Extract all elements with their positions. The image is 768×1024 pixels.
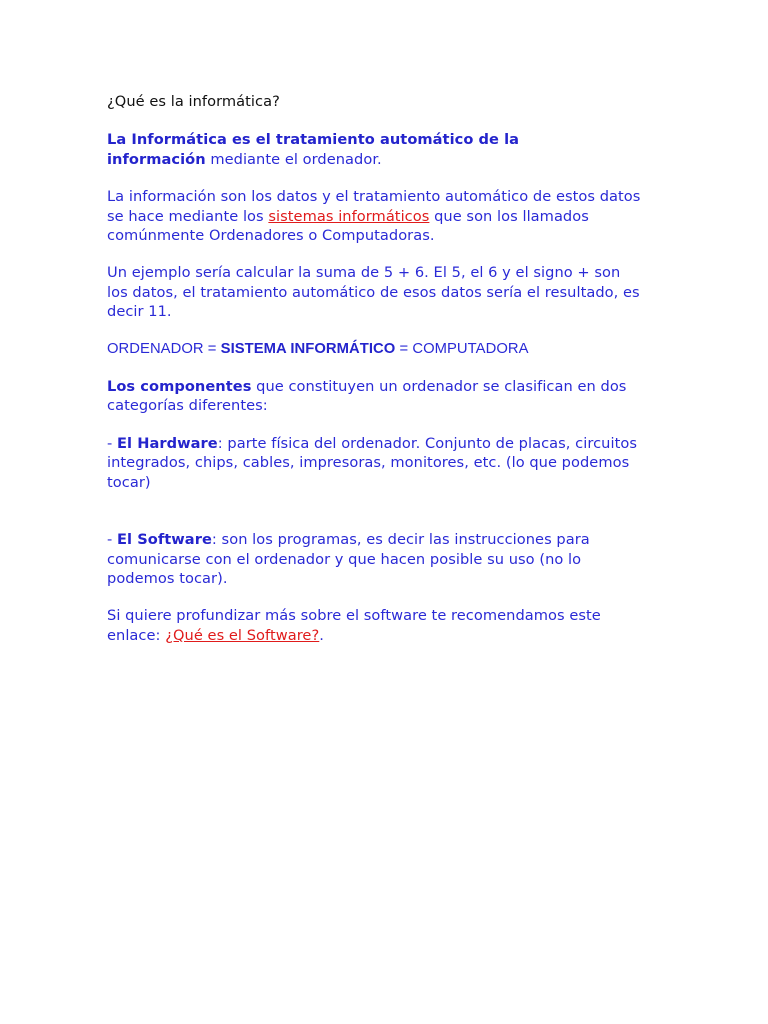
software-line3: podemos tocar).	[107, 569, 228, 587]
info-line2-pre: se hace mediante los	[107, 207, 269, 225]
equation-sistema-informatico: SISTEMA INFORMÁTICO	[220, 340, 396, 357]
hardware-paragraph	[107, 434, 707, 492]
hardware-dash: -	[107, 434, 118, 452]
info-line3: comúnmente Ordenadores o Computadoras.	[107, 227, 435, 245]
hardware-line1-rest: : parte física del ordenador. Conjunto de placas, circuitos	[217, 434, 637, 452]
example-line1: Un ejemplo sería calcular la suma de 5 + 6. El 5, el 6 y el signo + son	[107, 264, 621, 282]
example-line3: decir 11.	[107, 303, 172, 321]
info-line1: La información son los datos y el tratamiento automático de estos datos	[107, 188, 641, 206]
software-line1-rest: : son los programas, es decir las instrucciones para	[211, 531, 590, 549]
hardware-line2: integrados, chips, cables, impresoras, monitores, etc. (lo que podemos	[107, 454, 630, 472]
more-paragraph	[107, 606, 707, 645]
more-line2-pre: enlace:	[107, 626, 166, 644]
info-line2-post: que son los llamados	[429, 207, 589, 225]
page-title: ¿Qué es la informática?	[107, 93, 280, 110]
document-body	[107, 92, 707, 645]
equation-line	[107, 340, 707, 359]
more-line1: Si quiere profundizar más sobre el software te recomendamos este	[107, 607, 601, 625]
components-line1-rest: que constituyen un ordenador se clasifican en dos	[251, 378, 627, 396]
intro-bold-line1: La Informática es el tratamiento automático de la	[107, 131, 520, 149]
equation-part1: ORDENADOR =	[107, 340, 221, 357]
components-line2: categorías diferentes:	[107, 397, 268, 415]
components-paragraph	[107, 377, 707, 416]
info-paragraph	[107, 187, 707, 245]
intro-bold-informacion: información	[107, 150, 206, 168]
software-dash: -	[107, 531, 118, 549]
software-line2: comunicarse con el ordenador y que hacen posible su uso (no lo	[107, 550, 582, 568]
example-paragraph	[107, 263, 707, 321]
software-paragraph	[107, 530, 707, 588]
software-bold: El Software	[117, 531, 212, 549]
que-es-el-software-link[interactable]: ¿Qué es el Software?	[165, 626, 320, 644]
sistemas-informaticos-link[interactable]: sistemas informáticos	[268, 207, 430, 225]
example-line2: los datos, el tratamiento automático de esos datos sería el resultado, es	[107, 283, 640, 301]
intro-rest: mediante el ordenador.	[205, 150, 382, 168]
hardware-line3: tocar)	[107, 473, 151, 491]
hardware-bold: El Hardware	[117, 434, 218, 452]
equation-part3: = COMPUTADORA	[395, 340, 529, 357]
more-line2-post: .	[319, 626, 324, 644]
components-bold: Los componentes	[107, 378, 252, 396]
intro-paragraph	[107, 130, 707, 169]
